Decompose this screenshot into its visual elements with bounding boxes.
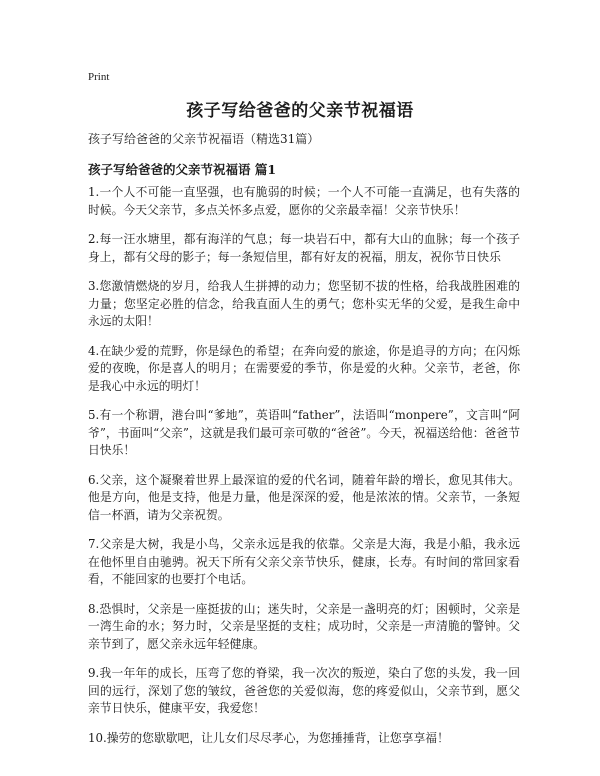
blessing-item: 4.在缺少爱的荒野，你是绿色的希望；在奔向爱的旅途，你是追寻的方向；在闪烁爱的夜晚，你是喜人的明月；在需要爱的季节，你是爱的火种。父亲节，老爸，你是我心中永远的明灯！: [88, 343, 520, 393]
blessing-item: 6.父亲，这个凝聚着世界上最深谊的爱的代名词，随着年龄的增长，愈见其伟大。他是方向，他是支持，他是力量，他是深深的爱，他是浓浓的情。父亲节，一条短信一杯酒，请为父亲祝贺。: [88, 472, 520, 522]
blessing-item: 9.我一年年的成长，压弯了您的脊梁，我一次次的叛逆，染白了您的头发，我一回回的远行，深划了您的皱纹，爸爸您的关爱似海，您的疼爱似山，父亲节到，愿父亲节日快乐，健康平安，我爱您！: [88, 666, 520, 715]
blessing-item: 5.有一个称谓，港台叫“爹地”，英语叫“father”，法语叫“monpere”，文言叫“阿爷”，书面叫“父亲”，这就是我们最可亲可敬的“爸爸”。今天，祝福送给他：爸爸节日快乐！: [88, 408, 520, 457]
blessing-item: 8.恐惧时，父亲是一座挺拔的山；迷失时，父亲是一盏明亮的灯；困顿时，父亲是一湾生命的水；努力时，父亲是坚挺的支柱；成功时，父亲是一声清脆的警钟。父亲节到了，愿父亲永远年轻健康。: [88, 601, 520, 651]
blessing-item: 3.您激情燃烧的岁月，给我人生拼搏的动力；您坚韧不拔的性格，给我战胜困难的力量；您坚定必胜的信念，给我直面人生的勇气；您朴实无华的父爱，是我生命中永远的太阳！: [88, 279, 520, 328]
page-title: 孩子写给爸爸的父亲节祝福语: [186, 101, 414, 121]
page-subtitle: 孩子写给爸爸的父亲节祝福语（精选31篇）: [88, 132, 320, 146]
blessing-list: [88, 184, 520, 757]
blessing-item: 7.父亲是大树，我是小鸟，父亲永远是我的依靠。父亲是大海，我是小船，我永远在他怀里自由驰骋。祝天下所有父亲父亲节快乐，健康，长寿。有时间的常回家看看，不能回家的也要打个电话。: [88, 537, 520, 586]
blessing-item: 2.每一汪水塘里，都有海洋的气息；每一块岩石中，都有大山的血脉；每一个孩子身上，都有父母的影子；每一条短信里，都有好友的祝福，朋友，祝你节日快乐: [88, 232, 520, 264]
print-link[interactable]: Print: [88, 71, 110, 83]
section-heading: 孩子写给爸爸的父亲节祝福语 篇1: [88, 162, 277, 177]
blessing-item: 10.操劳的您歇歇吧，让儿女们尽尽孝心，为您捶捶背，让您享享福！: [88, 730, 449, 745]
blessing-item: 1.一个人不可能一直坚强，也有脆弱的时候；一个人不可能一直满足，也有失落的时候。今天父亲节，多点关怀多点爱，愿你的父亲最幸福！父亲节快乐！: [88, 185, 520, 217]
